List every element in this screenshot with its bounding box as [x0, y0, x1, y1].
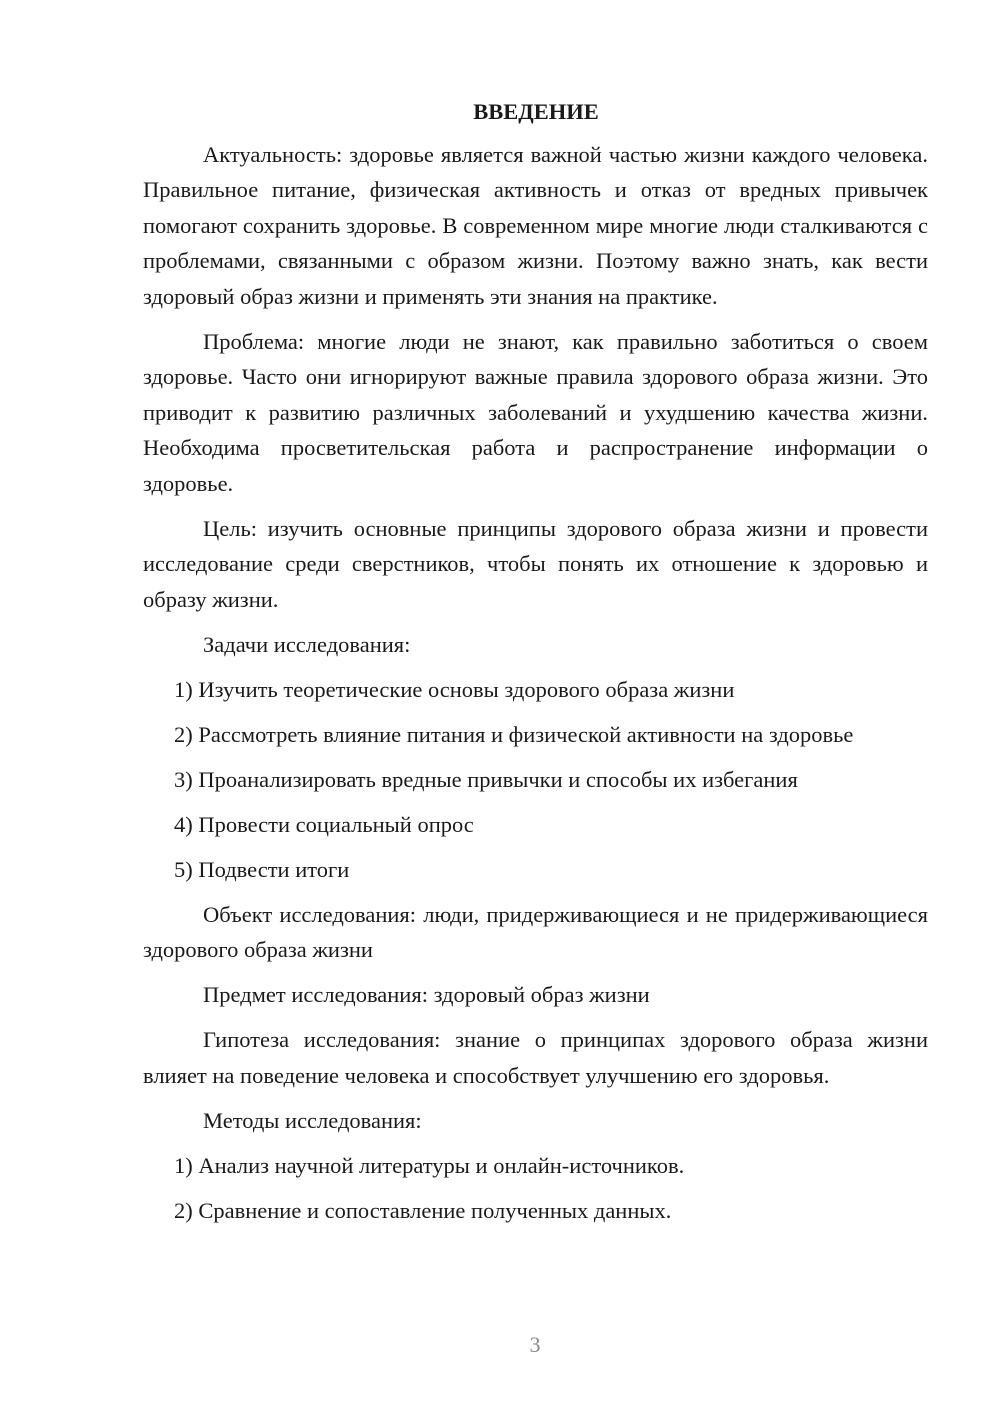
- hypothesis-paragraph: Гипотеза исследования: знание о принципах здорового образа жизни влияет на поведение человека и способствует улучшению его здоровья.: [143, 1027, 928, 1088]
- tasks-list: [143, 672, 928, 888]
- page-content: [143, 94, 928, 1238]
- methods-heading: Методы исследования:: [203, 1107, 422, 1133]
- list-item: 3) Проанализировать вредные привычки и способы их избегания: [174, 766, 798, 792]
- page-number: 3: [529, 1332, 541, 1357]
- list-item: 1) Изучить теоретические основы здорового образа жизни: [174, 676, 735, 702]
- object-paragraph: Объект исследования: люди, придерживающиеся и не придерживающиеся здорового образа жизни: [143, 901, 928, 962]
- list-item: 5) Подвести итоги: [174, 856, 350, 882]
- goal-paragraph: Цель: изучить основные принципы здорового образа жизни и провести исследование среди сверстников, чтобы понять их отношение к здоровью и образу жизни.: [143, 515, 928, 612]
- page-title: ВВЕДЕНИЕ: [473, 99, 599, 124]
- list-item: 4) Провести социальный опрос: [174, 811, 474, 837]
- relevance-paragraph: Актуальность: здоровье является важной частью жизни каждого человека. Правильное питание, физическая активность и отказ от вредных привычек помогают сохранить здоровье. В современном мире многие люди сталкиваются с проблемами, связанными с образом жизни. Поэтому важно знать, как вести здоровый образ жизни и применять эти знания на практике.: [143, 141, 928, 309]
- problem-paragraph: Проблема: многие люди не знают, как правильно заботиться о своем здоровье. Часто они игнорируют важные правила здорового образа жизни. Это приводит к развитию различных заболеваний и ухудшению качества жизни. Необходима просветительская работа и распространение информации о здоровье.: [143, 328, 928, 496]
- subject-paragraph: Предмет исследования: здоровый образ жизни: [203, 982, 650, 1007]
- list-item: 2) Рассмотреть влияние питания и физической активности на здоровье: [174, 721, 854, 747]
- list-item: 1) Анализ научной литературы и онлайн-источников.: [174, 1152, 685, 1178]
- list-item: 2) Сравнение и сопоставление полученных данных.: [174, 1197, 672, 1223]
- methods-list: [143, 1148, 928, 1229]
- tasks-heading: Задачи исследования:: [203, 631, 411, 657]
